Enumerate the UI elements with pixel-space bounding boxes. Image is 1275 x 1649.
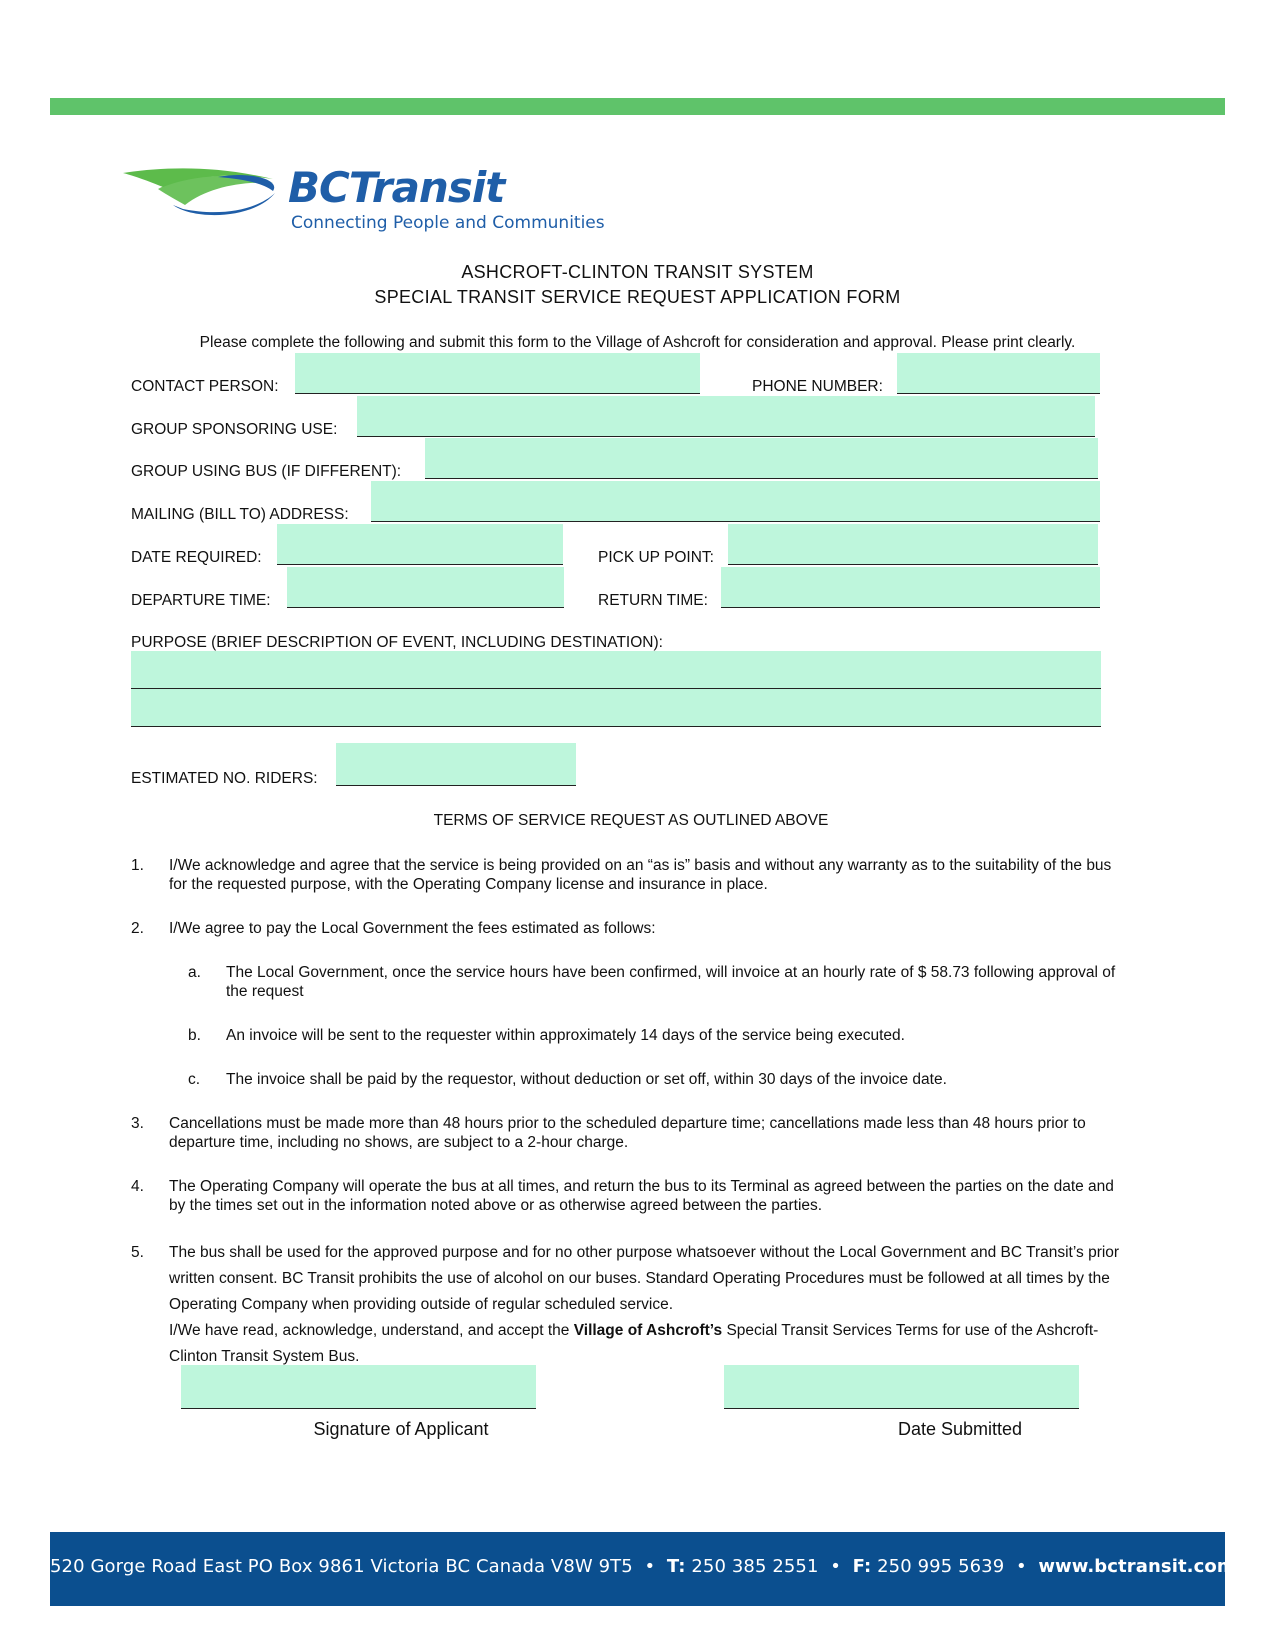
phone-number-label: PHONE NUMBER: [752,378,883,395]
signature-field[interactable] [181,1365,536,1409]
term-subitem-text: The Local Government, once the service hours have been confirmed, will invoice at an hourly rate of $ 58.73 following approval of the request [226,964,1116,1000]
term-number: 4. [131,1178,144,1195]
term-text: Cancellations must be made more than 48 hours prior to the scheduled departure time; cancellations made less than 48 hours prior to departure time, including no shows, are subject to a 2-hour charge. [169,1115,1086,1151]
term-text: The bus shall be used for the approved purpose and for no other purpose whatsoever without the Local Government and BC Transit’s prior written consent. BC Transit prohibits the use of alcohol on our buses. Standard Operating Procedures must be followed at all times by the Operating Company when providing outside of regular scheduled service. [169,1244,1120,1313]
term-text: I/We acknowledge and agree that the service is being provided on an “as is” basis and without any warranty as to the suitability of the bus for the requested purpose, with the Operating Company license and insurance in place. [169,857,1112,893]
term-text: The Operating Company will operate the bus at all times, and return the bus to its Terminal as agreed between the parties on the date and by the times set out in the information noted above or as otherwise agreed between the parties. [169,1178,1114,1214]
header-bar [50,98,1225,115]
group-using-label: GROUP USING BUS (IF DIFFERENT): [131,463,402,480]
term-number: 2. [131,920,144,937]
group-sponsoring-field[interactable] [357,396,1095,437]
footer-fax: 250 995 5639 [877,1556,1005,1577]
mailing-address-field[interactable] [371,481,1100,522]
estimated-riders-field[interactable] [336,743,576,786]
group-sponsoring-label: GROUP SPONSORING USE: [131,421,338,438]
date-required-field[interactable] [277,524,563,565]
terms-heading: TERMS OF SERVICE REQUEST AS OUTLINED ABOVE [433,812,829,829]
logo-tagline: Connecting People and Communities [291,213,605,233]
footer-address: 520 Gorge Road East PO Box 9861 Victoria BC Canada V8W 9T5 [50,1556,633,1577]
term-number: 3. [131,1115,144,1132]
term-text: I/We agree to pay the Local Government the fees estimated as follows: [169,920,656,937]
phone-number-field[interactable] [897,353,1100,394]
terms-list [131,856,1131,1366]
page-subtitle: SPECIAL TRANSIT SERVICE REQUEST APPLICATION FORM [374,287,901,307]
estimated-riders-label: ESTIMATED NO. RIDERS: [131,770,318,787]
acceptance-village: Village of Ashcroft’s [573,1322,723,1339]
return-time-label: RETURN TIME: [598,592,708,609]
purpose-field-line-1[interactable] [131,651,1101,689]
footer-fax-label: F: [852,1556,872,1577]
bc-transit-logo [123,165,603,237]
footer-tel-label: T: [666,1556,686,1577]
term-subitem-text: An invoice will be sent to the requester within approximately 14 days of the service being executed. [226,1027,905,1044]
departure-time-field[interactable] [287,567,564,608]
term-subitem-letter: a. [188,964,201,981]
contact-person-field[interactable] [295,353,700,394]
acceptance-text-post: Special Transit Services Terms for use of the Ashcroft-Clinton Transit System Bus. [169,1322,1099,1365]
date-required-label: DATE REQUIRED: [131,549,262,566]
term-number: 5. [131,1244,144,1261]
footer-separator: • [644,1556,656,1577]
date-submitted-field[interactable] [724,1365,1079,1409]
date-submitted-label: Date Submitted [897,1419,1023,1439]
return-time-field[interactable] [721,567,1100,608]
footer-separator: • [1015,1556,1027,1577]
footer-contact-info [50,1556,1236,1577]
group-using-field[interactable] [425,438,1098,479]
pick-up-point-field[interactable] [728,524,1098,565]
signature-label: Signature of Applicant [313,1419,489,1439]
intro-text: Please complete the following and submit this form to the Village of Ashcroft for consideration and approval. Please print clearly. [199,334,1076,351]
bc-transit-swoosh-icon [123,165,283,225]
footer-separator: • [830,1556,841,1577]
pick-up-point-label: PICK UP POINT: [598,549,714,566]
departure-time-label: DEPARTURE TIME: [131,592,271,609]
term-subitem-text: The invoice shall be paid by the requestor, without deduction or set off, within 30 days of the invoice date. [226,1071,947,1088]
footer-tel: 250 385 2551 [691,1556,819,1577]
contact-person-label: CONTACT PERSON: [131,378,279,395]
logo-wordmark: BCTransit [288,163,505,212]
page-title: ASHCROFT-CLINTON TRANSIT SYSTEM [461,262,814,282]
footer-bar [50,1532,1236,1606]
term-subitem-letter: b. [188,1027,201,1044]
term-number: 1. [131,857,144,874]
purpose-label: PURPOSE (BRIEF DESCRIPTION OF EVENT, INCLUDING DESTINATION): [131,634,663,651]
acceptance-text-pre: I/We have read, acknowledge, understand, and accept the [169,1322,574,1339]
footer-website-link[interactable]: www.bctransit.com [1038,1556,1236,1577]
term-subitem-letter: c. [188,1071,201,1088]
mailing-address-label: MAILING (BILL TO) ADDRESS: [131,506,349,523]
purpose-field-line-2[interactable] [131,689,1101,727]
